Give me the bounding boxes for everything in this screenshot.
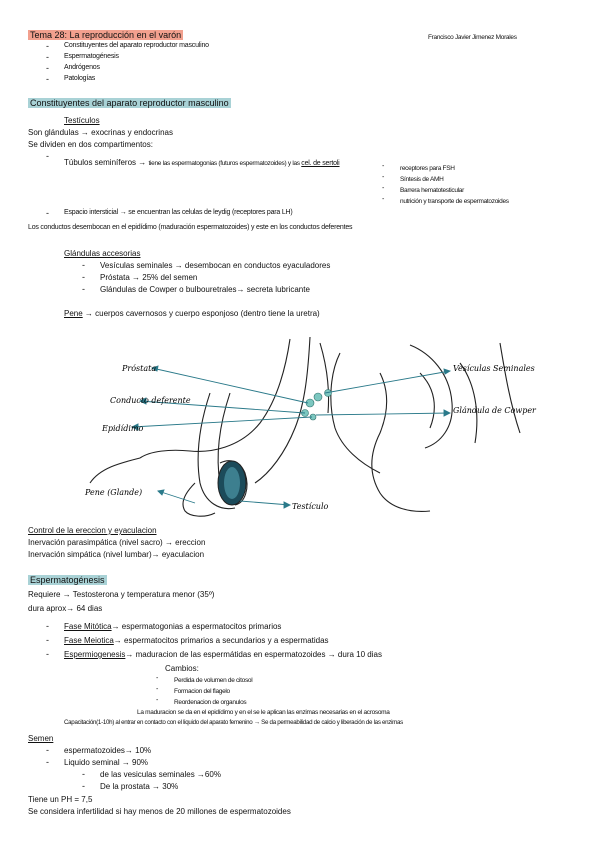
testiculos-line: Se dividen en dos compartimentos: <box>28 140 153 149</box>
testiculos-line: Son glándulas → exocrinas y endocrinas <box>28 128 173 137</box>
section-heading: Constituyentes del aparato reproductor masculino <box>30 98 229 108</box>
control-line: Inervación parasimpática (nivel sacro) → ereccion <box>28 538 206 547</box>
sertoli-item: receptores para FSH <box>400 165 455 172</box>
label-pene: Pene (Glande) <box>85 488 143 497</box>
cambios-item: Reordenacion de organulos <box>174 699 247 706</box>
semen-subitem: de las vesiculas seminales →60% <box>100 770 221 779</box>
control-title: Control de la ereccion y eyaculacion <box>28 526 157 535</box>
sertoli-item: nutrición y transporte de espermatozoides <box>400 198 509 205</box>
sertoli-item: Barrera hematotesticular <box>400 187 464 194</box>
sertoli-item: Síntesis de AMH <box>400 176 444 183</box>
author: Francisco Javier Jimenez Morales <box>428 34 517 41</box>
tubulos-item: Túbulos seminíferos → tiene las espermatogonias (futuros espermatozoides) y las cel. de sertoli <box>64 158 340 167</box>
toc-item: Espermatogénesis <box>64 53 119 60</box>
requiere-line: Requiere → Testosterona y temperatura menor (35º) <box>28 590 215 599</box>
toc-item: Patologías <box>64 75 96 82</box>
page-title: Tema 28: La reproducción en el varón <box>30 30 182 40</box>
toc-item: Andrógenos <box>64 64 100 71</box>
fase-item: Fase Mitótica→ espermatogonias a espermatocitos primarios <box>64 622 282 631</box>
semen-title: Semen <box>28 734 54 743</box>
cambios-item: Formacion del flagelo <box>174 688 230 695</box>
label-prostata: Próstata <box>122 364 157 373</box>
semen-item: Liquido seminal → 90% <box>64 758 149 767</box>
toc-item: Constituyentes del aparato reproductor masculino <box>64 42 209 49</box>
label-conducto-deferente: Conducto deferente <box>110 396 191 405</box>
cambios-item: Perdida de volumen de citosol <box>174 677 253 684</box>
label-vesiculas: Vesículas Seminales <box>453 364 535 373</box>
pene-line <box>64 309 320 318</box>
pene-title: Pene <box>64 309 83 318</box>
pene-text: → cuerpos cavernosos y cuerpo esponjoso (dentro tiene la uretra) <box>84 309 320 318</box>
section-heading: Espermatogénesis <box>30 575 105 585</box>
glandulas-title: Glándulas accesorias <box>64 249 141 258</box>
conductos-line: Los conductos desembocan en el epidídimo (maduración espermatozoides) y este en los conductos deferentes <box>28 224 353 231</box>
capacitacion-line: Capacitación(1-10h) al entrar en contacto con el liquido del aparato femenino → Se da permeabilidad de calcio y liberación de las enzimas <box>64 719 403 726</box>
semen-subitem: De la prostata → 30% <box>100 782 179 791</box>
cambios-title: Cambios: <box>165 664 199 673</box>
semen-item: espermatozoides→ 10% <box>64 746 152 755</box>
dura-line: dura aprox→ 64 dias <box>28 604 103 613</box>
ph-line: Tiene un PH = 7,5 <box>28 795 93 804</box>
anatomy-figure <box>80 333 550 523</box>
fase-item: Fase Meiotica→ espermatocitos primarios a secundarios y a espermatidas <box>64 636 329 645</box>
glandulas-item: Vesículas seminales → desembocan en conductos eyaculadores <box>100 261 331 270</box>
control-line: Inervación simpática (nivel lumbar)→ eyaculacion <box>28 550 205 559</box>
glandulas-item: Glándulas de Cowper o bulbouretrales→ secreta lubricante <box>100 285 310 294</box>
maduracion-line: La maduracion se da en el epidídimo y en el se le aplican las enzimas necesarias en el acrosoma <box>137 709 390 716</box>
espacio-item: Espacio intersticial → se encuentran las celulas de leydig (receptores para LH) <box>64 209 293 216</box>
infertilidad-line: Se considera infertilidad si hay menos de 20 millones de espermatozoides <box>28 807 291 816</box>
sertoli-link: cel. de sertoli <box>301 160 340 167</box>
label-cowper: Glándula de Cowper <box>453 406 536 415</box>
label-testiculo: Testículo <box>292 502 329 511</box>
fase-item: Espermiogenesis→ maduracion de las espermátidas en espermatozoides → dura 10 dias <box>64 650 382 659</box>
testiculos-title: Testículos <box>64 116 100 125</box>
glandulas-item: Próstata → 25% del semen <box>100 273 198 282</box>
label-epididimo: Epidídimo <box>102 424 144 433</box>
